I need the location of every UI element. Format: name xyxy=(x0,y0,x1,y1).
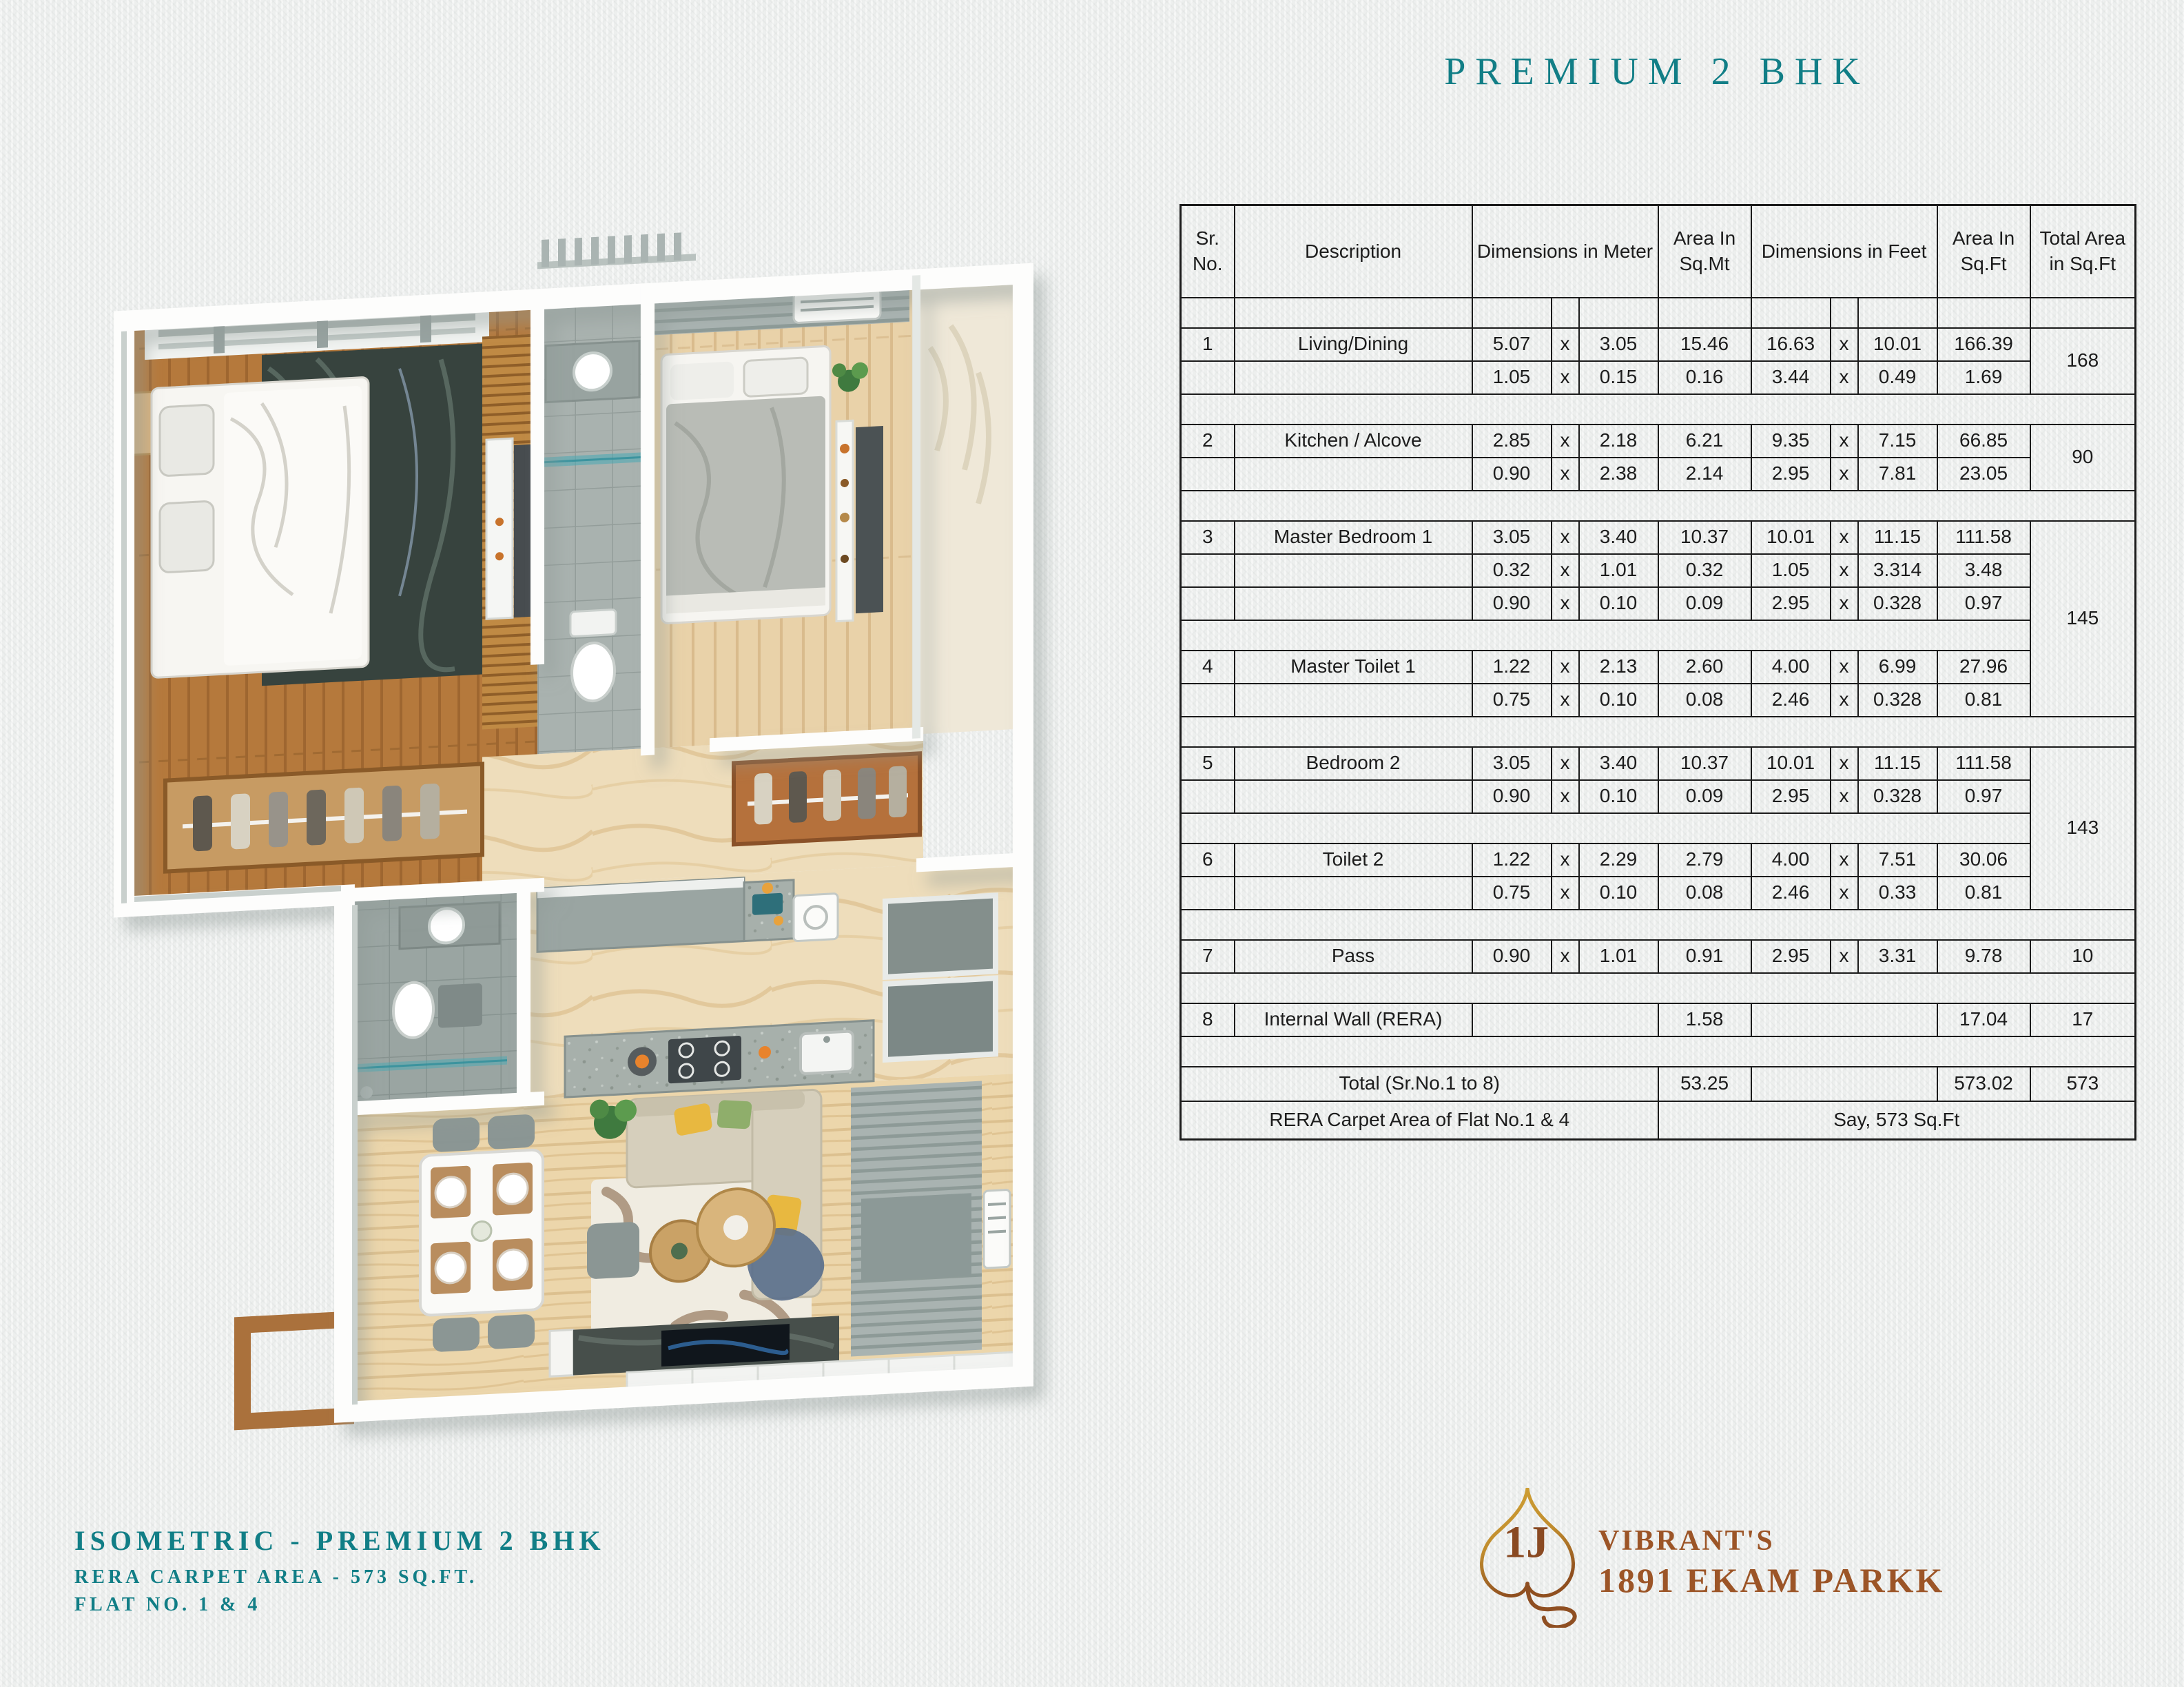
cell: 0.15 xyxy=(1579,361,1658,394)
cell: 0.328 xyxy=(1858,587,1937,620)
cell: 0.97 xyxy=(1937,587,2030,620)
appliance xyxy=(794,893,838,941)
cell-x: x xyxy=(1552,587,1579,620)
floorplan-illustration xyxy=(28,190,1075,1451)
table-header-row xyxy=(1181,205,2136,298)
cell: 17.04 xyxy=(1937,1003,2030,1036)
cell-x: x xyxy=(1831,877,1858,910)
cell: 2.95 xyxy=(1751,458,1831,491)
cell: 66.85 xyxy=(1937,425,2030,458)
logo-monogram: 1J xyxy=(1503,1517,1549,1568)
cell: 10.01 xyxy=(1751,747,1831,780)
area-table-container xyxy=(1179,204,2136,1141)
cell-x: x xyxy=(1831,361,1858,394)
dining-chair xyxy=(488,1114,535,1150)
cell-total: 90 xyxy=(2030,425,2136,491)
wardrobe xyxy=(165,764,482,872)
gas-hob xyxy=(668,1036,741,1084)
cell: 1.05 xyxy=(1751,554,1831,587)
cell-sr: 5 xyxy=(1181,747,1235,780)
table-spacer-row xyxy=(1181,298,2136,328)
cell-total: 168 xyxy=(2030,328,2136,394)
cell: 0.10 xyxy=(1579,587,1658,620)
header-area-sqft: Area In Sq.Ft xyxy=(1937,205,2030,298)
cell: 2.14 xyxy=(1658,458,1751,491)
cell-total: 17 xyxy=(2030,1003,2136,1036)
table-spacer-row xyxy=(1181,394,2136,425)
table-row xyxy=(1181,587,2136,620)
dresser xyxy=(486,438,513,619)
header-dimensions-feet: Dimensions in Feet xyxy=(1751,205,1937,298)
cell: 4.00 xyxy=(1751,844,1831,877)
cell: 0.08 xyxy=(1658,684,1751,717)
cell-x: x xyxy=(1552,651,1579,684)
cell: 15.46 xyxy=(1658,328,1751,361)
footer-caption xyxy=(74,1524,606,1616)
rera-value: Say, 573 Sq.Ft xyxy=(1658,1101,2136,1140)
cell-x: x xyxy=(1831,940,1858,973)
trunk-curl xyxy=(1527,1584,1575,1627)
cell-x: x xyxy=(1552,747,1579,780)
cell-sr: 7 xyxy=(1181,940,1235,973)
cell: 30.06 xyxy=(1937,844,2030,877)
cell: 27.96 xyxy=(1937,651,2030,684)
cell: 0.75 xyxy=(1472,684,1552,717)
cell: 3.40 xyxy=(1579,747,1658,780)
brand-project: 1891 EKAM PARKK xyxy=(1598,1561,1945,1599)
cell-x: x xyxy=(1831,587,1858,620)
table-row xyxy=(1181,361,2136,394)
bed-2 xyxy=(661,346,830,624)
cell: 2.95 xyxy=(1751,940,1831,973)
cell-x: x xyxy=(1552,554,1579,587)
cell-x: x xyxy=(1831,684,1858,717)
cell: 0.90 xyxy=(1472,458,1552,491)
cell-total: 145 xyxy=(2030,521,2136,717)
caption-title: ISOMETRIC - PREMIUM 2 BHK xyxy=(74,1525,606,1556)
cell: 2.95 xyxy=(1751,587,1831,620)
cell-desc: Bedroom 2 xyxy=(1235,747,1472,780)
cell: 5.07 xyxy=(1472,328,1552,361)
cell: 2.79 xyxy=(1658,844,1751,877)
cell: 0.32 xyxy=(1658,554,1751,587)
cell: 6.99 xyxy=(1858,651,1937,684)
cell-x: x xyxy=(1831,747,1858,780)
table-spacer-row xyxy=(1181,491,2136,521)
cell: 1.22 xyxy=(1472,651,1552,684)
cell: 0.32 xyxy=(1472,554,1552,587)
table-row xyxy=(1181,877,2136,910)
cell: 0.90 xyxy=(1472,587,1552,620)
brand-name: VIBRANT'S xyxy=(1598,1525,1775,1557)
cell: 7.81 xyxy=(1858,458,1937,491)
cell: 0.16 xyxy=(1658,361,1751,394)
cell-x: x xyxy=(1831,554,1858,587)
header-sr-no: Sr. No. xyxy=(1181,205,1235,298)
cell-x: x xyxy=(1552,361,1579,394)
tv-panel-2 xyxy=(856,426,883,613)
cell: 0.81 xyxy=(1937,877,2030,910)
cell: 11.15 xyxy=(1858,747,1937,780)
cell: 1.01 xyxy=(1579,554,1658,587)
cell-desc: Master Toilet 1 xyxy=(1235,651,1472,684)
cell: 0.10 xyxy=(1579,684,1658,717)
cell: 0.328 xyxy=(1858,780,1937,813)
cell: 0.91 xyxy=(1658,940,1751,973)
cell: 10.01 xyxy=(1751,521,1831,554)
cell-x: x xyxy=(1831,844,1858,877)
pillow xyxy=(160,405,214,476)
slat-partition xyxy=(482,334,537,729)
cutting-board xyxy=(752,893,783,915)
dining-chair xyxy=(433,1117,480,1153)
dining-chair xyxy=(433,1317,480,1353)
cell: 9.78 xyxy=(1937,940,2030,973)
cell: 0.09 xyxy=(1658,780,1751,813)
cell-desc: Living/Dining xyxy=(1235,328,1472,361)
cell-desc: Kitchen / Alcove xyxy=(1235,425,1472,458)
table-spacer-row xyxy=(1181,910,2136,940)
table-spacer-row xyxy=(1181,813,2136,844)
cell-sr: 6 xyxy=(1181,844,1235,877)
cell: 0.81 xyxy=(1937,684,2030,717)
table-spacer-row xyxy=(1181,620,2136,651)
wardrobe-2 xyxy=(734,753,920,844)
cistern xyxy=(438,983,482,1028)
table-row xyxy=(1181,328,2136,361)
cell: 0.33 xyxy=(1858,877,1937,910)
header-total-area: Total Area in Sq.Ft xyxy=(2030,205,2136,298)
cell: 10.37 xyxy=(1658,521,1751,554)
cell-x: x xyxy=(1552,328,1579,361)
table-row xyxy=(1181,684,2136,717)
cell: 166.39 xyxy=(1937,328,2030,361)
cell: 0.75 xyxy=(1472,877,1552,910)
cell: 2.46 xyxy=(1751,684,1831,717)
table-spacer-row xyxy=(1181,973,2136,1003)
cell-x: x xyxy=(1831,780,1858,813)
cell-sr: 8 xyxy=(1181,1003,1235,1036)
page-title: PREMIUM 2 BHK xyxy=(1444,50,1870,93)
table-row xyxy=(1181,554,2136,587)
cell: 3.40 xyxy=(1579,521,1658,554)
wash-basin-2 xyxy=(429,908,464,944)
cell: 2.85 xyxy=(1472,425,1552,458)
cell-x: x xyxy=(1831,425,1858,458)
cell-sr: 1 xyxy=(1181,328,1235,361)
cell: 0.90 xyxy=(1472,780,1552,813)
caption-rera: RERA CARPET AREA - 573 SQ.FT. xyxy=(74,1566,478,1588)
table-row xyxy=(1181,458,2136,491)
cell-x: x xyxy=(1552,844,1579,877)
cell-x: x xyxy=(1831,458,1858,491)
cell: 2.60 xyxy=(1658,651,1751,684)
bed xyxy=(152,377,369,678)
cell: 0.49 xyxy=(1858,361,1937,394)
cell: 2.95 xyxy=(1751,780,1831,813)
table-row xyxy=(1181,844,2136,877)
cell-x: x xyxy=(1552,458,1579,491)
table-row xyxy=(1181,1003,2136,1036)
cell: 6.21 xyxy=(1658,425,1751,458)
cell: 9.35 xyxy=(1751,425,1831,458)
cell: 1.01 xyxy=(1579,940,1658,973)
table-total-row xyxy=(1181,1067,2136,1101)
table-row xyxy=(1181,425,2136,458)
cell: 10.01 xyxy=(1858,328,1937,361)
cell-x: x xyxy=(1831,651,1858,684)
cell: 0.10 xyxy=(1579,877,1658,910)
cell-x: x xyxy=(1552,780,1579,813)
cell-sr: 4 xyxy=(1181,651,1235,684)
table-row xyxy=(1181,651,2136,684)
toilet-wc xyxy=(572,642,615,702)
cell: 0.97 xyxy=(1937,780,2030,813)
cell: 2.29 xyxy=(1579,844,1658,877)
total-sqft: 573.02 xyxy=(1937,1067,2030,1101)
cell: 16.63 xyxy=(1751,328,1831,361)
table-rera-row xyxy=(1181,1101,2136,1140)
cell-total: 143 xyxy=(2030,747,2136,910)
cell: 2.46 xyxy=(1751,877,1831,910)
cell: 23.05 xyxy=(1937,458,2030,491)
pouf xyxy=(587,1222,639,1280)
cell xyxy=(1751,1003,1937,1036)
cell: 7.51 xyxy=(1858,844,1937,877)
cell: 3.05 xyxy=(1472,521,1552,554)
cell: 10.37 xyxy=(1658,747,1751,780)
pillow xyxy=(160,501,214,573)
brand-text xyxy=(1598,1524,1944,1600)
dining-chair xyxy=(488,1314,535,1350)
table-row xyxy=(1181,521,2136,554)
cell: 1.05 xyxy=(1472,361,1552,394)
cell: 0.10 xyxy=(1579,780,1658,813)
cell-desc: Internal Wall (RERA) xyxy=(1235,1003,1472,1036)
cell: 7.15 xyxy=(1858,425,1937,458)
cell: 3.05 xyxy=(1472,747,1552,780)
cell: 2.18 xyxy=(1579,425,1658,458)
cell: 3.05 xyxy=(1579,328,1658,361)
cell-x: x xyxy=(1831,521,1858,554)
cell-sr: 2 xyxy=(1181,425,1235,458)
cell: 1.22 xyxy=(1472,844,1552,877)
cell: 0.08 xyxy=(1658,877,1751,910)
table-spacer-row xyxy=(1181,717,2136,747)
cell-desc: Master Bedroom 1 xyxy=(1235,521,1472,554)
brand-logo-icon xyxy=(1462,1483,1593,1628)
cell: 11.15 xyxy=(1858,521,1937,554)
total-sqmt: 53.25 xyxy=(1658,1067,1751,1101)
table-row xyxy=(1181,747,2136,780)
master-bedroom-1 xyxy=(124,301,537,873)
table-spacer-row xyxy=(1181,1036,2136,1067)
cell-x: x xyxy=(1552,425,1579,458)
cell-x: x xyxy=(1552,684,1579,717)
cell: 111.58 xyxy=(1937,747,2030,780)
toilet-wc-2 xyxy=(393,981,433,1039)
table-row xyxy=(1181,780,2136,813)
cell: 0.328 xyxy=(1858,684,1937,717)
green-cushion xyxy=(717,1100,752,1129)
cell-x: x xyxy=(1552,877,1579,910)
cell-sr: 3 xyxy=(1181,521,1235,554)
area-table xyxy=(1179,204,2136,1141)
cell: 3.48 xyxy=(1937,554,2030,587)
louver-vent xyxy=(537,232,696,269)
cell: 0.09 xyxy=(1658,587,1751,620)
cell-total: 10 xyxy=(2030,940,2136,973)
caption-flat: FLAT NO. 1 & 4 xyxy=(74,1594,261,1615)
cell-desc: Pass xyxy=(1235,940,1472,973)
wash-basin xyxy=(574,352,611,391)
bedroom-2-ledge xyxy=(916,274,1023,734)
cell: 1.58 xyxy=(1658,1003,1751,1036)
cell-x: x xyxy=(1552,521,1579,554)
cell: 2.38 xyxy=(1579,458,1658,491)
cell-x: x xyxy=(1831,328,1858,361)
cell: 111.58 xyxy=(1937,521,2030,554)
cell xyxy=(1751,1067,1937,1101)
header-area-sqmt: Area In Sq.Mt xyxy=(1658,205,1751,298)
total-label: Total (Sr.No.1 to 8) xyxy=(1181,1067,1658,1101)
cell xyxy=(1472,1003,1658,1036)
table-row xyxy=(1181,940,2136,973)
planter-frame xyxy=(243,1320,346,1422)
window-panel xyxy=(861,1193,971,1281)
cell-x: x xyxy=(1552,940,1579,973)
rera-label: RERA Carpet Area of Flat No.1 & 4 xyxy=(1181,1101,1658,1140)
header-description: Description xyxy=(1235,205,1472,298)
cell: 1.69 xyxy=(1937,361,2030,394)
cell: 4.00 xyxy=(1751,651,1831,684)
cell: 2.13 xyxy=(1579,651,1658,684)
cell-desc: Toilet 2 xyxy=(1235,844,1472,877)
cell: 3.44 xyxy=(1751,361,1831,394)
cell: 0.90 xyxy=(1472,940,1552,973)
cell: 3.314 xyxy=(1858,554,1937,587)
header-dimensions-meter: Dimensions in Meter xyxy=(1472,205,1658,298)
cell: 3.31 xyxy=(1858,940,1937,973)
total-area: 573 xyxy=(2030,1067,2136,1101)
ac-unit-2 xyxy=(984,1189,1010,1268)
